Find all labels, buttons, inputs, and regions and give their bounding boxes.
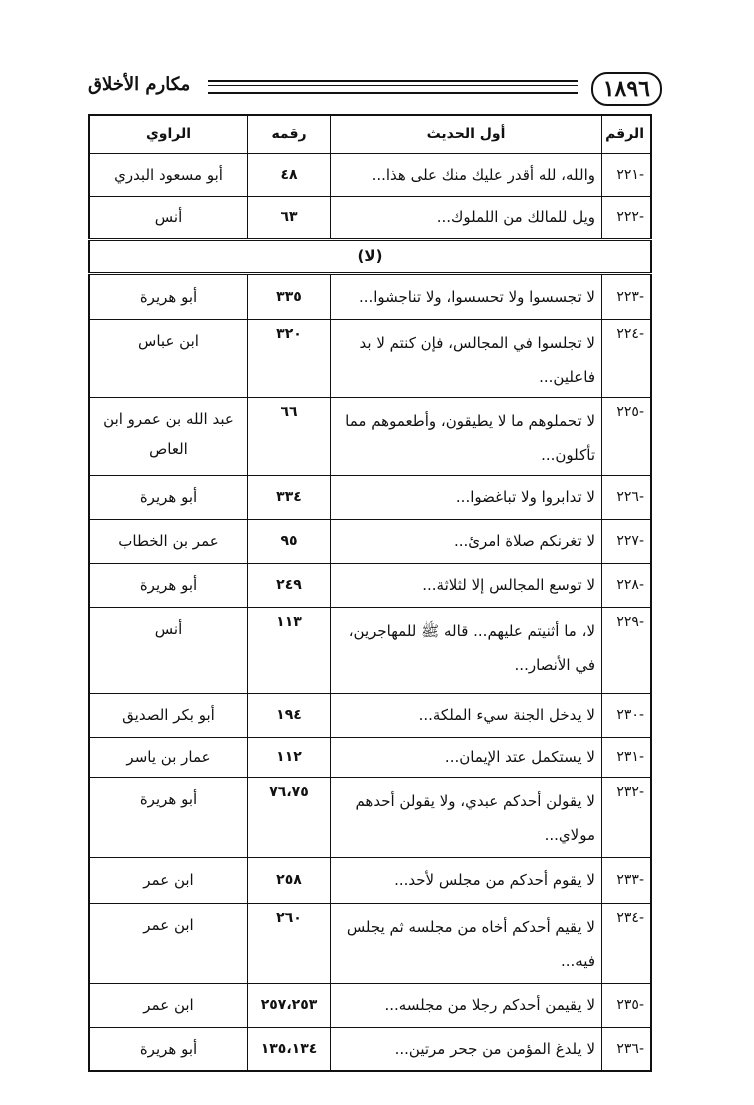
narrator: ابن عمر [89,983,248,1027]
hadith-ref: ٤٨ [248,153,331,196]
row-number: -٢٢٩ [602,607,652,693]
hadith-text: لا تجسسوا ولا تحسسوا، ولا تناجشوا... [331,273,602,319]
narrator: ابن عمر [89,857,248,903]
hadith-text: لا، ما أثنيتم عليهم... قاله ﷺ للمهاجرين، في الأنصار... [331,607,602,693]
row-number: -٢٢١ [602,153,652,196]
hadith-ref: ٣٣٥ [248,273,331,319]
hadith-text: لا يقيمن أحدكم رجلا من مجلسه... [331,983,602,1027]
narrator: أبو هريرة [89,563,248,607]
row-number: -٢٣٣ [602,857,652,903]
hadith-ref: ١٩٤ [248,693,331,737]
row-number: -٢٢٣ [602,273,652,319]
hadith-text: لا تحملوهم ما لا يطيقون، وأطعموهم مما تأكلون... [331,397,602,475]
table-row [89,153,651,196]
table-row [89,857,651,903]
hadith-text: لا يدخل الجنة سيء الملكة... [331,693,602,737]
row-number: -٢٣٢ [602,777,652,857]
table-row [89,319,651,397]
hadith-ref: ٩٥ [248,519,331,563]
narrator: عمر بن الخطاب [89,519,248,563]
table-row [89,196,651,239]
row-number: -٢٢٦ [602,475,652,519]
hadith-text: لا تغرنكم صلاة امرئ... [331,519,602,563]
narrator: أبو هريرة [89,777,248,857]
page-number: ١٨٩٦ [591,72,662,106]
hadith-text: ويل للمالك من اللملوك... [331,196,602,239]
row-number: -٢٣٦ [602,1027,652,1071]
book-title: مكارم الأخلاق [88,74,191,95]
hadith-ref: ٢٤٩ [248,563,331,607]
hadith-text: لا يقولن أحدكم عبدي، ولا يقولن أحدهم مولاي... [331,777,602,857]
narrator: عبد الله بن عمرو ابن العاص [89,397,248,475]
narrator: عمار بن ياسر [89,737,248,777]
table-row [89,983,651,1027]
table-row [89,475,651,519]
table-header-row [89,115,651,153]
table-row [89,397,651,475]
table-row [89,563,651,607]
narrator: ابن عمر [89,903,248,983]
narrator: أنس [89,607,248,693]
page-header [88,70,662,106]
hadith-text: لا يلدغ المؤمن من جحر مرتين... [331,1027,602,1071]
table-row [89,737,651,777]
hadith-ref: ٧٦،٧٥ [248,777,331,857]
row-number: -٢٢٢ [602,196,652,239]
narrator: أبو بكر الصديق [89,693,248,737]
hadith-text: والله، لله أقدر عليك منك على هذا... [331,153,602,196]
row-number: -٢٢٤ [602,319,652,397]
row-number: -٢٢٥ [602,397,652,475]
row-number: -٢٣٥ [602,983,652,1027]
narrator: أنس [89,196,248,239]
hadith-index-table [88,114,652,1072]
column-header-narrator: الراوي [89,115,248,153]
hadith-text: لا يستكمل عتد الإيمان... [331,737,602,777]
hadith-ref: ١١٢ [248,737,331,777]
hadith-ref: ٣٢٠ [248,319,331,397]
hadith-ref: ٢٦٠ [248,903,331,983]
table-row [89,777,651,857]
row-number: -٢٣٠ [602,693,652,737]
narrator: ابن عباس [89,319,248,397]
header-rule [208,80,578,94]
column-header-number: الرقم [602,115,652,153]
narrator: أبو هريرة [89,273,248,319]
table-row [89,607,651,693]
table-row [89,519,651,563]
table-row [89,1027,651,1071]
narrator: أبو هريرة [89,475,248,519]
row-number: -٢٣١ [602,737,652,777]
column-header-ref: رقمه [248,115,331,153]
column-header-hadith: أول الحديث [331,115,602,153]
table-row [89,693,651,737]
hadith-text: لا تدابروا ولا تباغضوا... [331,475,602,519]
hadith-ref: ٦٣ [248,196,331,239]
row-number: -٢٢٧ [602,519,652,563]
table-row [89,903,651,983]
row-number: -٢٢٨ [602,563,652,607]
narrator: أبو مسعود البدري [89,153,248,196]
row-number: -٢٣٤ [602,903,652,983]
hadith-ref: ٢٥٨ [248,857,331,903]
hadith-text: لا يقيم أحدكم أخاه من مجلسه ثم يجلس فيه... [331,903,602,983]
section-label: (لا) [89,239,651,273]
hadith-ref: ٦٦ [248,397,331,475]
narrator: أبو هريرة [89,1027,248,1071]
hadith-text: لا توسع المجالس إلا لثلاثة... [331,563,602,607]
hadith-ref: ٣٣٤ [248,475,331,519]
hadith-ref: ١١٣ [248,607,331,693]
hadith-ref: ٢٥٧،٢٥٣ [248,983,331,1027]
hadith-ref: ١٣٥،١٣٤ [248,1027,331,1071]
hadith-text: لا يقوم أحدكم من مجلس لأحد... [331,857,602,903]
table-row [89,273,651,319]
hadith-text: لا تجلسوا في المجالس، فإن كنتم لا بد فاعلين... [331,319,602,397]
section-row [89,239,651,273]
